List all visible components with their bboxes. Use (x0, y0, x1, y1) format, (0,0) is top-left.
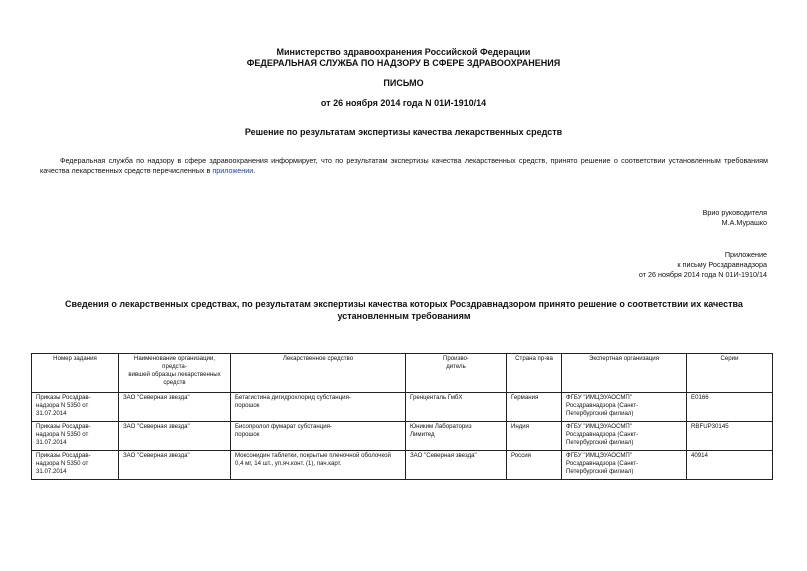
header-expert-organization: Экспертная организация (562, 354, 687, 393)
signature-block (703, 208, 767, 228)
cell-medicine: Моксонидин таблетки, покрытые пленочной оболочкой 0,4 мг, 14 шт., уп.яч.конт. (1), пач.карт. (231, 451, 406, 480)
header-organization: Наименование организации, предста- вившей образцы лекарственных средств (119, 354, 231, 393)
appendix-line-3: от 26 ноября 2014 года N 01И-1910/14 (638, 270, 767, 279)
cell-organization: ЗАО "Северная звезда" (119, 393, 231, 422)
cell-manufacturer: ЗАО "Северная звезда" (406, 451, 507, 480)
document-type: ПИСЬМО (383, 78, 424, 88)
cell-country: Германия (507, 393, 562, 422)
cell-expert-organization: ФГБУ "ИМЦЭУАОСМП" Росздравнадзора (Санкт- Петербургский филиал) (562, 422, 687, 451)
header-medicine: Лекарственное средство (231, 354, 406, 393)
cell-task-number: Приказы Росздрав- надзора N 5350 от 31.07.2014 (32, 393, 119, 422)
cell-expert-organization: ФГБУ "ИМЦЭУАОСМП" Росздравнадзора (Санкт- Петербургский филиал) (562, 451, 687, 480)
cell-task-number: Приказы Росздрав- надзора N 5350 от 31.07.2014 (32, 451, 119, 480)
cell-expert-organization: ФГБУ "ИМЦЭУАОСМП" Росздравнадзора (Санкт- Петербургский филиал) (562, 393, 687, 422)
intro-end: . (253, 166, 256, 175)
cell-medicine: Бетагистина дигидрохлорид субстанция- порошок (231, 393, 406, 422)
header-series: Серии (687, 354, 773, 393)
cell-manufacturer: Гренценталь ГмбХ (406, 393, 507, 422)
cell-series: E0166 (687, 393, 773, 422)
cell-medicine: Бисопролол фумарат субстанция- порошок (231, 422, 406, 451)
table-row (32, 451, 773, 480)
table-header-row (32, 354, 773, 393)
header-task-number: Номер задания (32, 354, 119, 393)
table-title: Сведения о лекарственных средствах, по результатам экспертизы качества которых Росздравнадзором принято решение о соответствии их качества установленным требованиям (65, 299, 743, 321)
signature-position: Врио руководителя (702, 208, 767, 217)
intro-paragraph (40, 156, 768, 176)
appendix-block (639, 250, 767, 280)
service-name: ФЕДЕРАЛЬНАЯ СЛУЖБА ПО НАДЗОРУ В СФЕРЕ ЗДРАВООХРАНЕНИЯ (246, 58, 561, 68)
cell-task-number: Приказы Росздрав- надзора N 5350 от 31.07.2014 (32, 422, 119, 451)
cell-series: 40914 (687, 451, 773, 480)
table-row (32, 422, 773, 451)
cell-organization: ЗАО "Северная звезда" (119, 451, 231, 480)
table-row (32, 393, 773, 422)
cell-series: RBFUP30145 (687, 422, 773, 451)
appendix-line-2: к письму Росздравнадзора (677, 260, 767, 269)
intro-text: Федеральная служба по надзору в сфере здравоохранения информирует, что по результатам экспертизы качества лекарственных средств, принято решение о соответствии установленным требованиям качества лекарственных средств перечисленных в (40, 156, 768, 175)
cell-manufacturer: Юниким Лабораториз Лимитед (406, 422, 507, 451)
appendix-line-1: Приложение (724, 250, 767, 259)
medicines-table (31, 353, 773, 480)
ministry-name: Министерство здравоохранения Российской Федерации (276, 47, 531, 57)
cell-organization: ЗАО "Северная звезда" (119, 422, 231, 451)
header-manufacturer: Произво- дитель (406, 354, 507, 393)
appendix-link[interactable]: приложении (212, 166, 254, 175)
signature-name: М.А.Мурашко (721, 218, 767, 227)
header-country: Страна пр-ва (507, 354, 562, 393)
document-date-number: от 26 ноября 2014 года N 01И-1910/14 (320, 98, 487, 108)
cell-country: Индия (507, 422, 562, 451)
cell-country: Россия (507, 451, 562, 480)
document-subject: Решение по результатам экспертизы качества лекарственных средств (244, 127, 563, 137)
